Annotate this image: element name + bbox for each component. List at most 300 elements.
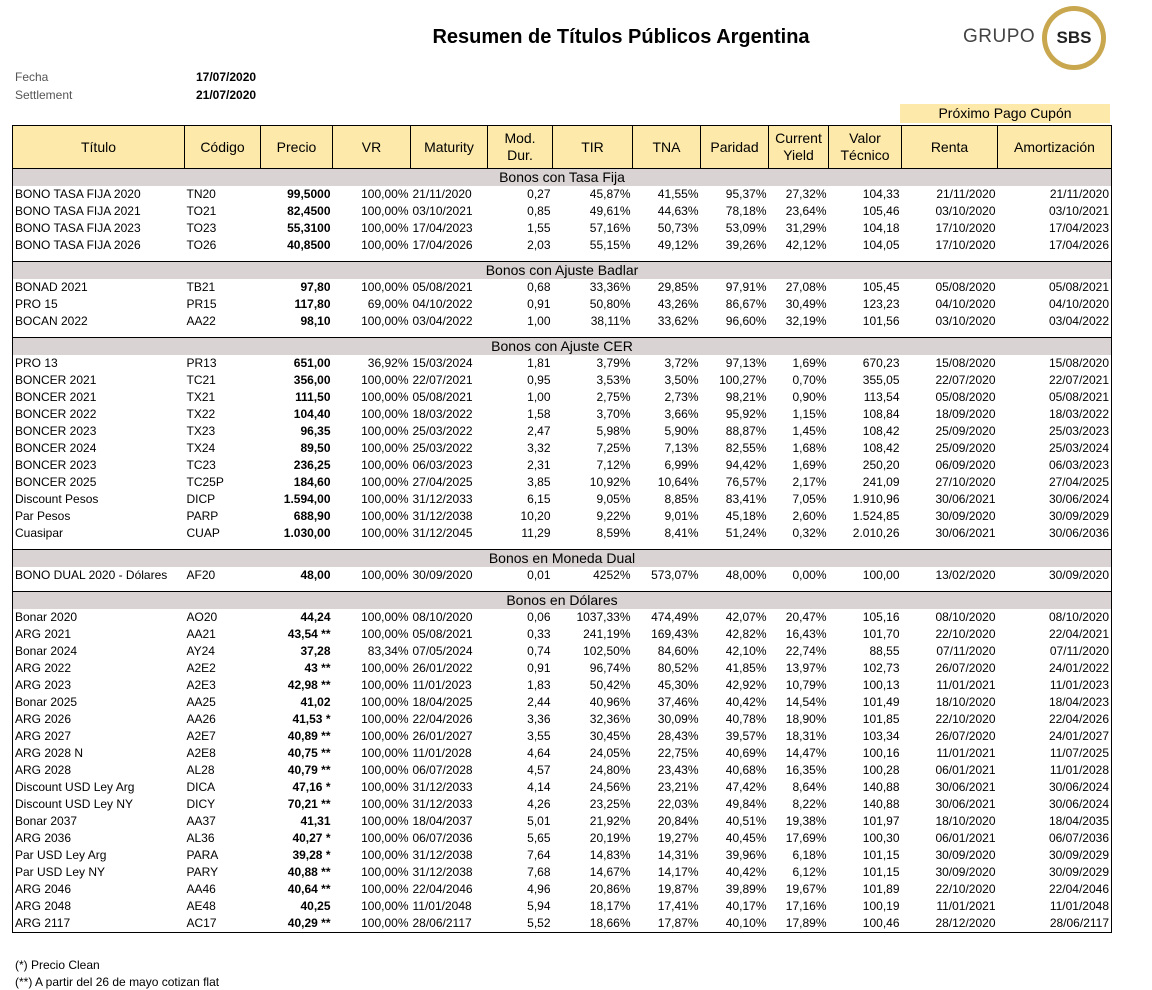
table-cell: 47,16 * bbox=[292, 780, 331, 794]
table-cell: 40,51% bbox=[725, 814, 767, 828]
table-cell: 98,21% bbox=[725, 390, 767, 404]
table-cell: BONCER 2023 bbox=[15, 424, 97, 438]
table-cell: 17,16% bbox=[785, 899, 827, 913]
table-cell: 108,42 bbox=[862, 441, 900, 455]
table-cell: 8,85% bbox=[664, 492, 699, 506]
table-cell: 22/04/2021 bbox=[1048, 627, 1109, 641]
table-cell: 10,64% bbox=[657, 475, 699, 489]
table-cell: 22,75% bbox=[657, 746, 699, 760]
table-row bbox=[13, 389, 1112, 406]
table-cell: 3,32 bbox=[527, 441, 551, 455]
table-cell: 0,74 bbox=[527, 644, 551, 658]
table-cell: 06/07/2036 bbox=[412, 831, 473, 845]
table-cell: 41,53 * bbox=[292, 712, 331, 726]
table-cell: 9,22% bbox=[596, 509, 631, 523]
table-cell: 42,92% bbox=[725, 678, 767, 692]
table-cell: 22/10/2020 bbox=[935, 882, 996, 896]
table-cell: 140,88 bbox=[862, 780, 900, 794]
table-cell: 28/06/2117 bbox=[1049, 916, 1109, 930]
section-title: Bonos con Ajuste Badlar bbox=[13, 262, 1112, 280]
table-cell: 11/01/2048 bbox=[412, 899, 472, 913]
table-cell: 22/10/2020 bbox=[935, 627, 996, 641]
table-cell: 20,47% bbox=[785, 610, 827, 624]
table-cell: 25/03/2023 bbox=[1048, 424, 1109, 438]
table-cell: 101,15 bbox=[862, 848, 900, 862]
table-cell: 27,08% bbox=[785, 280, 827, 294]
table-row bbox=[13, 830, 1112, 847]
table-cell: 30/09/2020 bbox=[935, 865, 996, 879]
table-cell: 18/03/2022 bbox=[412, 407, 473, 421]
column-header: TIR bbox=[553, 126, 633, 169]
table-body bbox=[13, 169, 1112, 933]
table-cell: 13,97% bbox=[785, 661, 827, 675]
spacer-cell bbox=[13, 330, 1112, 338]
table-cell: 26/01/2027 bbox=[412, 729, 473, 743]
table-cell: 2,44 bbox=[527, 695, 551, 709]
table-cell: 2.010,26 bbox=[852, 526, 900, 540]
table-cell: 18/10/2020 bbox=[935, 814, 996, 828]
table-cell: 105,46 bbox=[862, 204, 900, 218]
table-cell: 104,33 bbox=[862, 187, 900, 201]
table-cell: 0,95 bbox=[527, 373, 551, 387]
table-cell: 16,35% bbox=[785, 763, 827, 777]
table-cell: 53,09% bbox=[725, 221, 767, 235]
logo-mark: SBS bbox=[1047, 11, 1101, 65]
table-cell: 5,01 bbox=[527, 814, 551, 828]
table-cell: 5,65 bbox=[527, 831, 551, 845]
column-header: Current Yield bbox=[769, 126, 829, 169]
section-header-row bbox=[13, 550, 1112, 568]
table-cell: 40,17% bbox=[725, 899, 767, 913]
table-cell: 28/12/2020 bbox=[935, 916, 996, 930]
table-cell: 31/12/2038 bbox=[412, 848, 473, 862]
table-cell: 03/04/2022 bbox=[412, 314, 473, 328]
table-cell: 6,12% bbox=[792, 865, 827, 879]
table-cell: 15/08/2020 bbox=[1048, 356, 1109, 370]
table-cell: 30/06/2024 bbox=[1048, 492, 1109, 506]
table-cell: 3,55 bbox=[527, 729, 551, 743]
table-cell: 76,57% bbox=[725, 475, 767, 489]
table-cell: 0,33 bbox=[527, 627, 551, 641]
table-cell: 29,85% bbox=[657, 280, 699, 294]
table-cell: 04/10/2020 bbox=[1048, 297, 1109, 311]
table-cell: 30/09/2020 bbox=[1048, 568, 1109, 582]
table-cell: 11/01/2028 bbox=[1049, 763, 1109, 777]
table-row bbox=[13, 779, 1112, 796]
table-cell: TO21 bbox=[186, 204, 217, 218]
table-cell: 100,00% bbox=[361, 280, 409, 294]
table-cell: 10,92% bbox=[589, 475, 631, 489]
table-cell: 30/09/2020 bbox=[935, 509, 996, 523]
table-cell: 06/07/2036 bbox=[1048, 831, 1109, 845]
table-cell: 18,66% bbox=[589, 916, 631, 930]
table-row bbox=[13, 372, 1112, 389]
table-cell: 08/10/2020 bbox=[1048, 610, 1109, 624]
table-cell: 40,42% bbox=[725, 695, 767, 709]
table-row bbox=[13, 643, 1112, 660]
table-cell: 100,00% bbox=[361, 848, 409, 862]
section-spacer bbox=[13, 330, 1112, 338]
table-cell: 102,73 bbox=[862, 661, 900, 675]
table-cell: 49,61% bbox=[589, 204, 631, 218]
table-cell: 1,83 bbox=[527, 678, 551, 692]
table-cell: AA22 bbox=[186, 314, 216, 328]
table-cell: 04/10/2020 bbox=[935, 297, 996, 311]
table-cell: 43 ** bbox=[304, 661, 331, 675]
table-cell: 40,88 ** bbox=[287, 865, 331, 879]
table-cell: 03/10/2021 bbox=[1048, 204, 1109, 218]
table-cell: 6,15 bbox=[527, 492, 551, 506]
table-cell: 11/01/2021 bbox=[936, 746, 996, 760]
table-cell: 17/10/2020 bbox=[935, 238, 996, 252]
table-cell: 44,24 bbox=[300, 610, 331, 624]
table-cell: PR15 bbox=[186, 297, 217, 311]
table-cell: 18/04/2035 bbox=[1048, 814, 1109, 828]
table-cell: 100,00% bbox=[361, 424, 409, 438]
table-cell: 6,18% bbox=[792, 848, 827, 862]
table-cell: 26/07/2020 bbox=[935, 661, 996, 675]
table-cell: 41,02 bbox=[300, 695, 331, 709]
table-cell: 100,00% bbox=[361, 390, 409, 404]
fecha-label: Fecha bbox=[15, 70, 49, 84]
table-row bbox=[13, 457, 1112, 474]
table-cell: 2,47 bbox=[527, 424, 551, 438]
table-cell: 7,13% bbox=[664, 441, 699, 455]
table-cell: 06/09/2020 bbox=[935, 458, 996, 472]
table-cell: 03/10/2020 bbox=[935, 204, 996, 218]
table-cell: 3,36 bbox=[527, 712, 551, 726]
table-cell: 16,43% bbox=[785, 627, 827, 641]
table-cell: 3,50% bbox=[664, 373, 699, 387]
table-row bbox=[13, 728, 1112, 745]
table-cell: AC17 bbox=[186, 916, 217, 930]
table-row bbox=[13, 279, 1112, 296]
table-cell: 42,07% bbox=[725, 610, 767, 624]
table-cell: BONCER 2024 bbox=[15, 441, 97, 455]
table-cell: 0,32% bbox=[792, 526, 827, 540]
table-cell: 101,15 bbox=[862, 865, 900, 879]
table-cell: 30/09/2029 bbox=[1048, 865, 1109, 879]
table-cell: 670,23 bbox=[862, 356, 900, 370]
table-row bbox=[13, 762, 1112, 779]
table-cell: 2,17% bbox=[792, 475, 827, 489]
section-header-row bbox=[13, 338, 1112, 356]
table-cell: 0,91 bbox=[527, 297, 551, 311]
table-cell: 40,64 ** bbox=[287, 882, 331, 896]
table-cell: 356,00 bbox=[293, 373, 331, 387]
table-cell: 06/07/2028 bbox=[412, 763, 473, 777]
table-cell: 39,26% bbox=[725, 238, 767, 252]
table-cell: 101,85 bbox=[862, 712, 900, 726]
table-cell: 100,00% bbox=[361, 712, 409, 726]
table-cell: 8,64% bbox=[792, 780, 827, 794]
section-spacer bbox=[13, 542, 1112, 550]
table-cell: 08/10/2020 bbox=[935, 610, 996, 624]
table-cell: 14,17% bbox=[657, 865, 699, 879]
table-cell: 03/10/2021 bbox=[412, 204, 473, 218]
bonds-table bbox=[12, 125, 1112, 933]
table-cell: 25/09/2020 bbox=[935, 424, 996, 438]
table-cell: AA21 bbox=[186, 627, 216, 641]
table-cell: ARG 2046 bbox=[15, 882, 72, 896]
table-cell: 9,05% bbox=[596, 492, 631, 506]
table-cell: 2,73% bbox=[664, 390, 699, 404]
table-row bbox=[13, 406, 1112, 423]
table-cell: 100,00% bbox=[361, 916, 409, 930]
table-cell: BONO TASA FIJA 2026 bbox=[15, 238, 141, 252]
table-cell: 30/09/2029 bbox=[1048, 509, 1109, 523]
table-cell: PR13 bbox=[186, 356, 217, 370]
table-row bbox=[13, 745, 1112, 762]
table-cell: 1,69% bbox=[792, 356, 827, 370]
table-cell: 4,26 bbox=[527, 797, 551, 811]
table-cell: 30/06/2021 bbox=[935, 780, 996, 794]
table-cell: 78,18% bbox=[725, 204, 767, 218]
table-cell: 140,88 bbox=[862, 797, 900, 811]
table-cell: 30/09/2020 bbox=[935, 848, 996, 862]
table-cell: 11/01/2023 bbox=[412, 678, 472, 692]
table-cell: 1,00 bbox=[527, 390, 551, 404]
table-cell: 07/05/2024 bbox=[412, 644, 473, 658]
table-cell: TX23 bbox=[186, 424, 216, 438]
table-cell: 108,42 bbox=[862, 424, 900, 438]
table-cell: 25/03/2022 bbox=[412, 441, 473, 455]
table-cell: 30/06/2024 bbox=[1048, 780, 1109, 794]
table-cell: 40,78% bbox=[725, 712, 767, 726]
table-cell: DICP bbox=[186, 492, 216, 506]
table-cell: Par USD Ley NY bbox=[15, 865, 106, 879]
table-cell: AL36 bbox=[186, 831, 215, 845]
table-cell: 101,97 bbox=[862, 814, 900, 828]
table-cell: 100,00% bbox=[361, 492, 409, 506]
table-cell: AA46 bbox=[186, 882, 216, 896]
table-cell: 2,03 bbox=[527, 238, 551, 252]
table-cell: 22/07/2021 bbox=[412, 373, 473, 387]
table-cell: 100,00% bbox=[361, 695, 409, 709]
table-cell: 1,00 bbox=[527, 314, 551, 328]
table-cell: 57,16% bbox=[589, 221, 631, 235]
next-coupon-header: Próximo Pago Cupón bbox=[900, 104, 1110, 123]
table-cell: 40,69% bbox=[725, 746, 767, 760]
table-cell: BONCER 2021 bbox=[15, 373, 97, 387]
table-cell: 2,75% bbox=[596, 390, 631, 404]
table-cell: 100,13 bbox=[862, 678, 900, 692]
table-cell: 86,67% bbox=[725, 297, 767, 311]
table-cell: 1037,33% bbox=[576, 610, 631, 624]
table-cell: 15/03/2024 bbox=[412, 356, 473, 370]
table-row bbox=[13, 508, 1112, 525]
table-cell: 22/10/2020 bbox=[935, 712, 996, 726]
table-row bbox=[13, 694, 1112, 711]
table-cell: 5,98% bbox=[596, 424, 631, 438]
table-cell: 100,28 bbox=[862, 763, 900, 777]
table-cell: 100,00% bbox=[361, 610, 409, 624]
section-title: Bonos con Tasa Fija bbox=[13, 169, 1112, 187]
table-row bbox=[13, 423, 1112, 440]
table-cell: TC21 bbox=[186, 373, 216, 387]
table-cell: 100,00% bbox=[361, 475, 409, 489]
table-cell: DICA bbox=[186, 780, 216, 794]
table-cell: 96,35 bbox=[300, 424, 331, 438]
table-cell: 10,20 bbox=[520, 509, 551, 523]
table-cell: 1,45% bbox=[792, 424, 827, 438]
table-row bbox=[13, 847, 1112, 864]
table-cell: A2E3 bbox=[186, 678, 216, 692]
table-cell: 108,84 bbox=[862, 407, 900, 421]
table-cell: 241,19% bbox=[583, 627, 631, 641]
section-spacer bbox=[13, 254, 1112, 262]
table-cell: 1,15% bbox=[792, 407, 827, 421]
table-cell: 95,37% bbox=[725, 187, 767, 201]
table-cell: 05/08/2021 bbox=[412, 627, 473, 641]
table-cell: 0,01 bbox=[527, 568, 551, 582]
table-cell: 100,27% bbox=[719, 373, 767, 387]
table-cell: 49,84% bbox=[725, 797, 767, 811]
table-cell: 27/04/2025 bbox=[412, 475, 473, 489]
section-header-row bbox=[13, 262, 1112, 280]
table-cell: 11,29 bbox=[521, 526, 551, 540]
logo-group-text: GRUPO bbox=[963, 26, 1036, 47]
table-cell: 8,22% bbox=[792, 797, 827, 811]
table-cell: 47,42% bbox=[725, 780, 767, 794]
table-cell: 05/08/2021 bbox=[1048, 280, 1109, 294]
table-cell: 18,17% bbox=[589, 899, 631, 913]
table-cell: 95,92% bbox=[725, 407, 767, 421]
table-cell: AL28 bbox=[186, 763, 215, 777]
table-cell: PRO 15 bbox=[15, 297, 58, 311]
table-cell: 7,64 bbox=[527, 848, 551, 862]
table-cell: 05/08/2021 bbox=[412, 390, 473, 404]
table-cell: 51,24% bbox=[725, 526, 767, 540]
table-cell: 20,19% bbox=[589, 831, 631, 845]
table-cell: 104,40 bbox=[293, 407, 331, 421]
table-cell: 113,54 bbox=[863, 390, 900, 404]
table-cell: 05/08/2021 bbox=[412, 280, 473, 294]
table-cell: 26/07/2020 bbox=[935, 729, 996, 743]
page-title: Resumen de Títulos Públicos Argentina bbox=[432, 26, 810, 48]
table-cell: ARG 2028 N bbox=[15, 746, 84, 760]
table-cell: 1,81 bbox=[527, 356, 551, 370]
table-cell: 28/06/2117 bbox=[412, 916, 472, 930]
table-cell: 19,67% bbox=[785, 882, 827, 896]
table-cell: 40,68% bbox=[725, 763, 767, 777]
table-cell: 100,19 bbox=[862, 899, 900, 913]
table-row bbox=[13, 355, 1112, 372]
table-cell: 100,00% bbox=[361, 627, 409, 641]
table-cell: 18/10/2020 bbox=[935, 695, 996, 709]
table-cell: 19,87% bbox=[657, 882, 699, 896]
settlement-value: 21/07/2020 bbox=[196, 88, 257, 102]
table-cell: 11/07/2025 bbox=[1049, 746, 1109, 760]
table-cell: 31/12/2038 bbox=[412, 865, 473, 879]
table-cell: 41,55% bbox=[657, 187, 699, 201]
table-cell: 100,00% bbox=[361, 204, 409, 218]
section-title: Bonos en Dólares bbox=[13, 592, 1112, 610]
table-cell: 40,10% bbox=[725, 916, 767, 930]
table-cell: Cuasipar bbox=[15, 526, 64, 540]
table-cell: 18,90% bbox=[785, 712, 827, 726]
table-cell: 7,25% bbox=[596, 441, 631, 455]
table-cell: 100,00% bbox=[361, 526, 409, 540]
table-row bbox=[13, 626, 1112, 643]
table-cell: 236,25 bbox=[293, 458, 331, 472]
table-cell: 30,45% bbox=[589, 729, 631, 743]
table-cell: 101,70 bbox=[862, 627, 900, 641]
table-cell: TB21 bbox=[186, 280, 216, 294]
table-cell: PARA bbox=[186, 848, 219, 862]
table-cell: BONO TASA FIJA 2020 bbox=[15, 187, 141, 201]
table-cell: 100,00% bbox=[361, 882, 409, 896]
table-cell: 48,00 bbox=[300, 568, 331, 582]
table-cell: 100,00% bbox=[361, 441, 409, 455]
table-row bbox=[13, 711, 1112, 728]
table-cell: ARG 2028 bbox=[15, 763, 72, 777]
table-cell: 24,05% bbox=[589, 746, 631, 760]
table-cell: 102,50% bbox=[583, 644, 631, 658]
table-cell: AA25 bbox=[186, 695, 216, 709]
table-cell: 40,42% bbox=[725, 865, 767, 879]
table-cell: 17/04/2026 bbox=[1048, 238, 1109, 252]
table-cell: 50,42% bbox=[589, 678, 631, 692]
table-cell: 88,87% bbox=[725, 424, 767, 438]
table-cell: 83,41% bbox=[725, 492, 767, 506]
table-cell: 94,42% bbox=[725, 458, 767, 472]
table-cell: 45,30% bbox=[657, 678, 699, 692]
column-header: Código bbox=[185, 126, 261, 169]
table-cell: 33,62% bbox=[657, 314, 699, 328]
table-cell: 97,80 bbox=[300, 280, 331, 294]
table-cell: 3,85 bbox=[527, 475, 551, 489]
table-cell: BONCER 2025 bbox=[15, 475, 97, 489]
table-cell: 44,63% bbox=[657, 204, 699, 218]
table-cell: 1,58 bbox=[527, 407, 551, 421]
table-cell: 26/01/2022 bbox=[412, 661, 473, 675]
table-cell: 22/04/2026 bbox=[1048, 712, 1109, 726]
table-cell: 105,16 bbox=[862, 610, 900, 624]
column-header: Valor Técnico bbox=[829, 126, 902, 169]
table-cell: 03/04/2022 bbox=[1048, 314, 1109, 328]
table-cell: 40,29 ** bbox=[287, 916, 331, 930]
table-cell: 20,86% bbox=[589, 882, 631, 896]
table-cell: 100,00% bbox=[361, 797, 409, 811]
table-cell: 45,18% bbox=[725, 509, 767, 523]
table-cell: 17,89% bbox=[785, 916, 827, 930]
table-cell: 17,41% bbox=[657, 899, 699, 913]
table-cell: 100,00% bbox=[361, 899, 409, 913]
table-cell: 41,85% bbox=[725, 661, 767, 675]
table-cell: ARG 2027 bbox=[15, 729, 72, 743]
table-cell: 18/04/2037 bbox=[412, 814, 473, 828]
table-cell: PARY bbox=[186, 865, 219, 879]
table-cell: Bonar 2037 bbox=[15, 814, 78, 828]
table-cell: 24/01/2027 bbox=[1048, 729, 1109, 743]
table-cell: AF20 bbox=[186, 568, 216, 582]
table-cell: 1.524,85 bbox=[852, 509, 900, 523]
table-cell: A2E2 bbox=[186, 661, 216, 675]
table-cell: AY24 bbox=[186, 644, 215, 658]
table-cell: 82,4500 bbox=[287, 204, 331, 218]
table-cell: 5,90% bbox=[664, 424, 699, 438]
table-cell: 14,83% bbox=[589, 848, 631, 862]
table-cell: 43,54 ** bbox=[287, 627, 331, 641]
table-cell: 0,00% bbox=[792, 568, 827, 582]
table-cell: 36,92% bbox=[367, 356, 409, 370]
table-cell: 100,00% bbox=[361, 458, 409, 472]
table-row bbox=[13, 237, 1112, 254]
table-cell: 30/09/2029 bbox=[1048, 848, 1109, 862]
table-cell: Bonar 2020 bbox=[15, 610, 78, 624]
table-cell: 101,89 bbox=[862, 882, 900, 896]
